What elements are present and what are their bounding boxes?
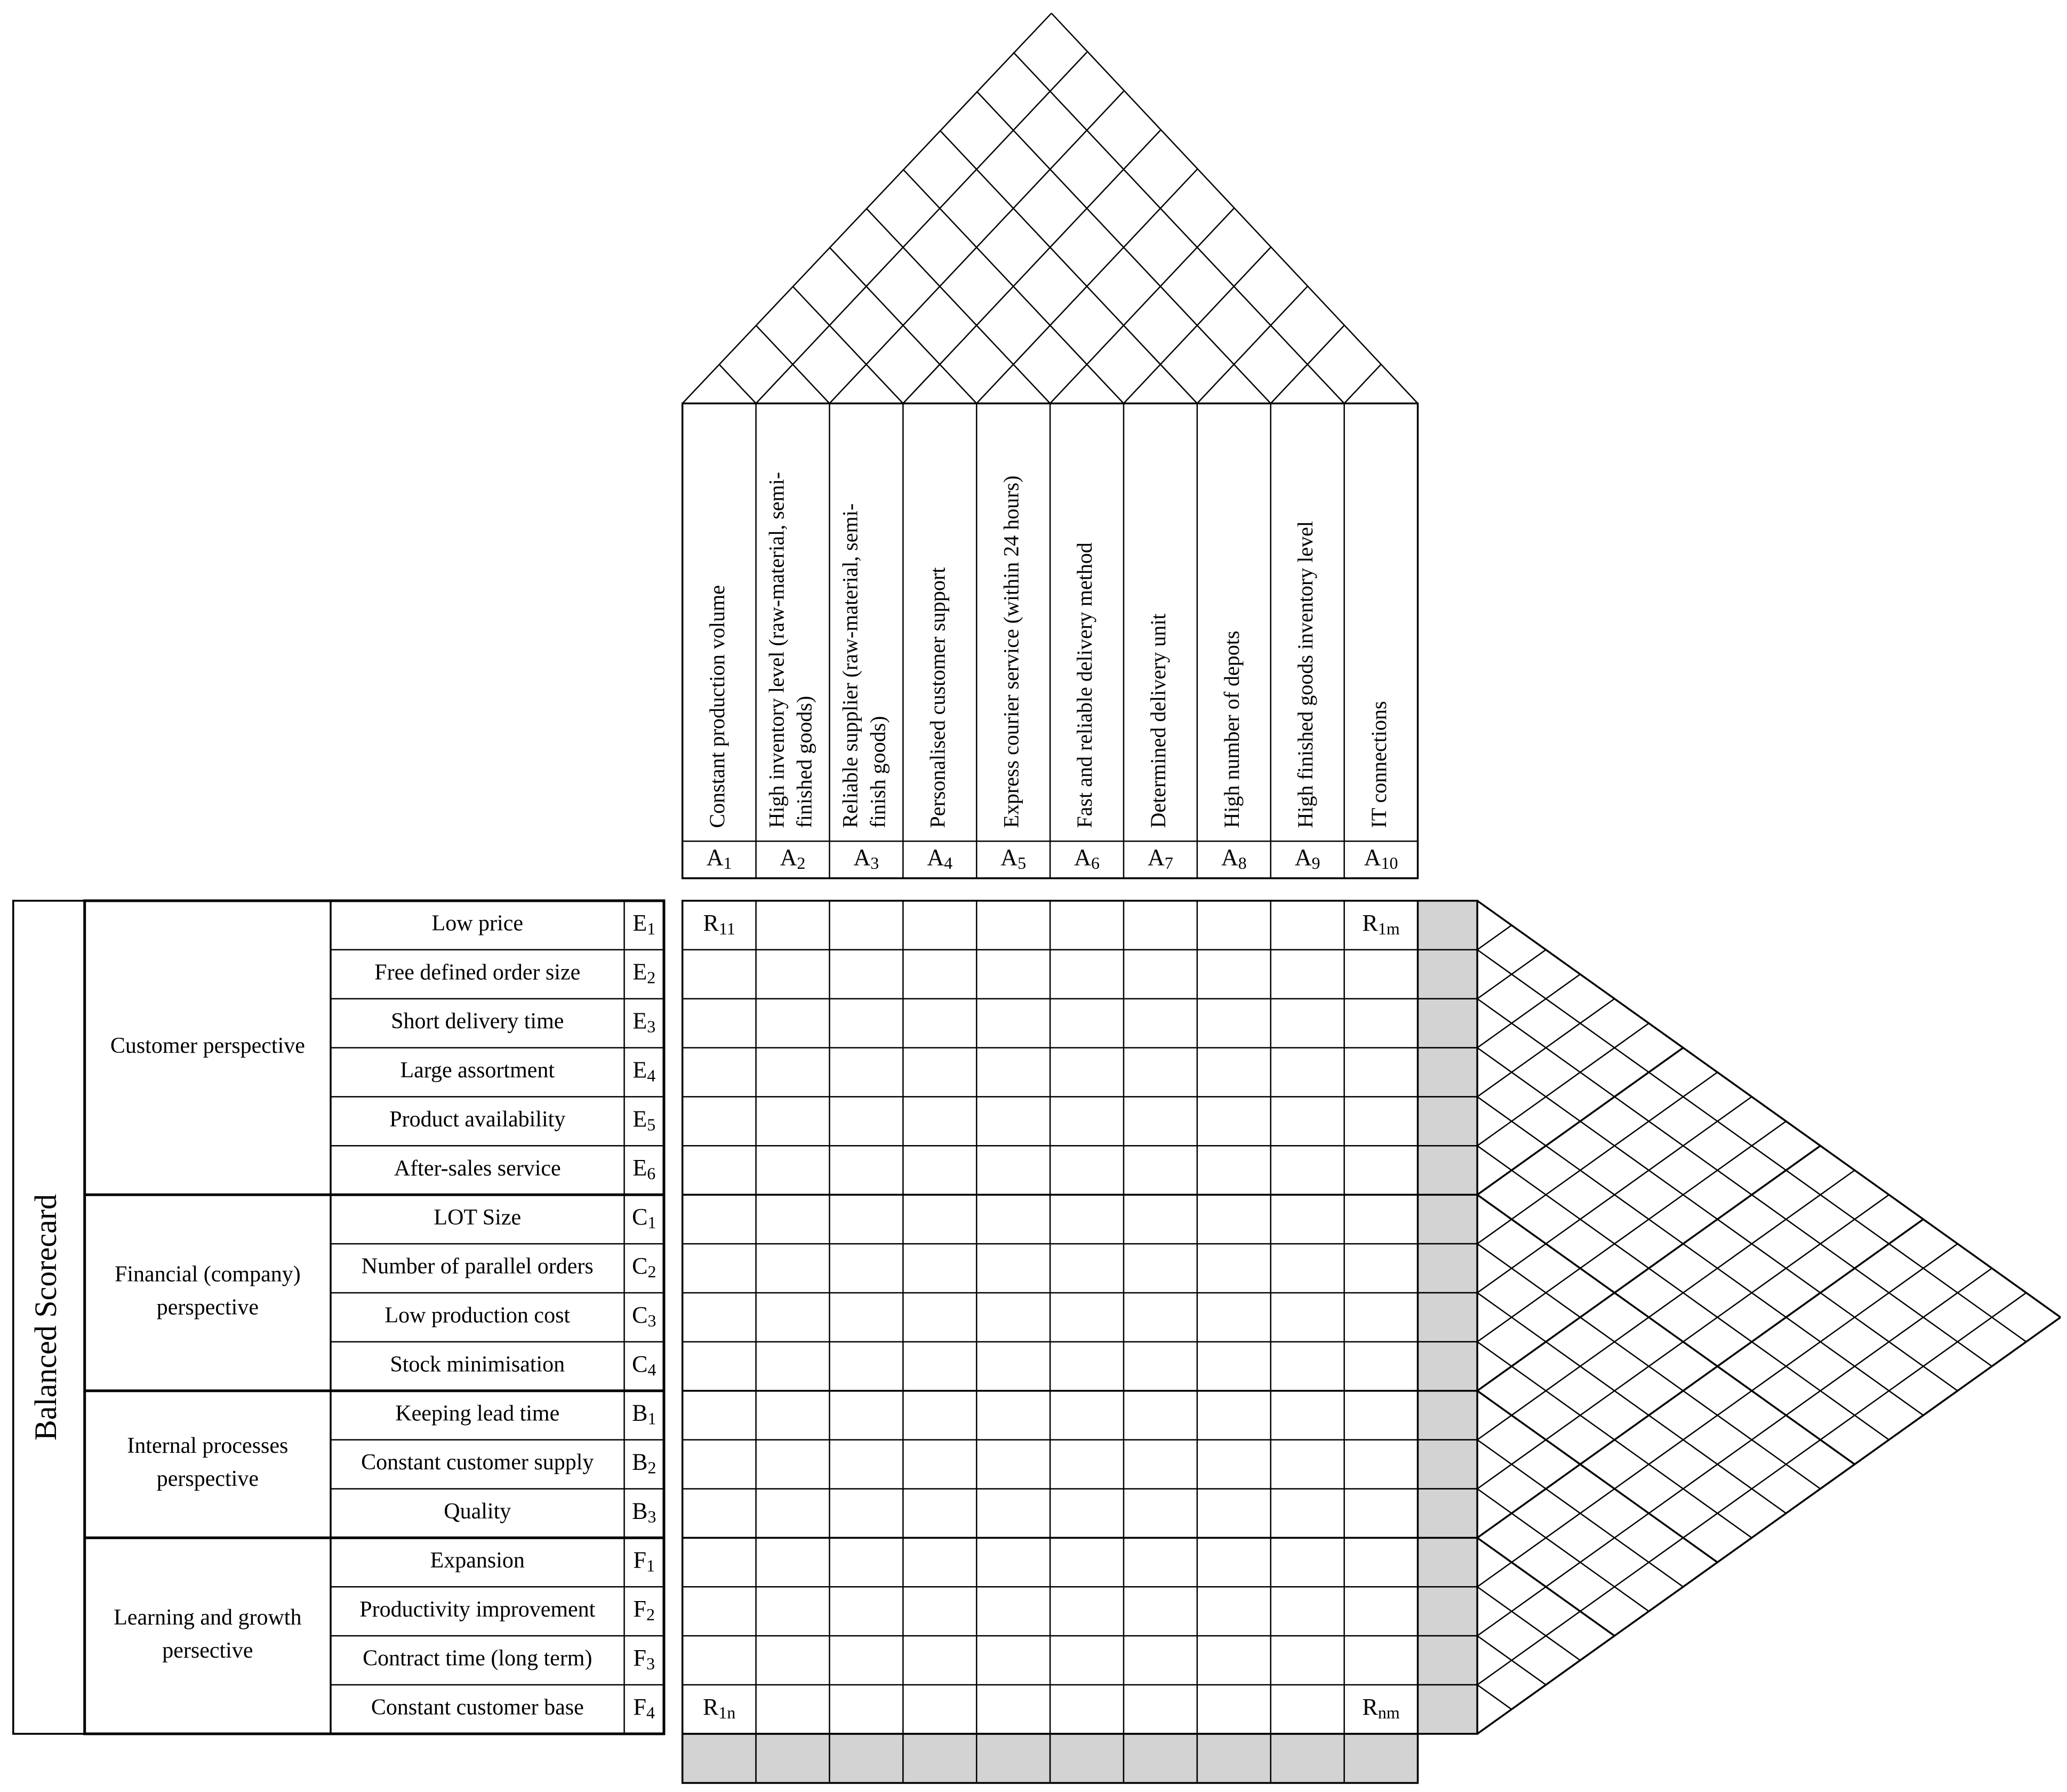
corner-label-r1n-subscript: 1n <box>718 1703 736 1723</box>
importance-cell <box>1418 1538 1478 1587</box>
requirement-code-letter: C <box>632 1204 648 1230</box>
column-code-subscript: 9 <box>1311 853 1320 873</box>
column-code-letter: A <box>1074 844 1091 871</box>
requirement-code <box>632 1008 655 1036</box>
requirement-code-subscript: 2 <box>647 1458 656 1477</box>
importance-cell <box>1418 1489 1478 1538</box>
column-code <box>1295 844 1320 873</box>
column-code <box>1221 844 1247 873</box>
requirement-code <box>632 1400 656 1428</box>
column-code <box>854 844 879 873</box>
importance-cell <box>1418 901 1478 950</box>
requirement-code-subscript: 3 <box>646 1654 655 1674</box>
perspective-label: perspective <box>156 1295 259 1320</box>
requirement-code-subscript: 3 <box>647 1017 656 1036</box>
column-code-letter: A <box>1000 844 1018 871</box>
column-label: High number of depots <box>1220 630 1244 828</box>
triangle-grid-line <box>1477 1293 1786 1513</box>
triangle-grid-line <box>1477 1023 1649 1146</box>
importance-cell <box>1418 1097 1478 1146</box>
requirement-code-subscript: 1 <box>647 1213 656 1233</box>
column-label: High finished goods inventory level <box>1293 521 1317 828</box>
importance-cell <box>1418 1293 1478 1342</box>
column-code-letter: A <box>1221 844 1238 871</box>
column-label: Determined delivery unit <box>1146 613 1171 828</box>
importance-cell <box>1418 1440 1478 1489</box>
requirement-code <box>632 1106 655 1134</box>
triangle-outline <box>1477 1317 2061 1734</box>
target-cell <box>1124 1734 1197 1783</box>
column-label: High inventory level (raw-material, semi- <box>764 471 789 828</box>
perspective-label: Customer perspective <box>110 1034 305 1059</box>
requirement-code-letter: B <box>632 1399 648 1426</box>
requirement-label: Contract time (long term) <box>363 1646 592 1671</box>
corner-label-rnm-letter: R <box>1362 1694 1378 1721</box>
requirement-code <box>632 1204 656 1232</box>
roof-grid-line <box>1050 209 1234 404</box>
requirement-code-letter: E <box>632 909 647 936</box>
requirement-code-subscript: 2 <box>647 968 656 988</box>
corner-label-rnm <box>1362 1694 1399 1722</box>
column-code-subscript: 10 <box>1381 853 1398 873</box>
requirement-code <box>634 1645 655 1673</box>
requirement-code-subscript: 3 <box>647 1507 656 1526</box>
requirement-code-letter: F <box>633 1694 647 1721</box>
requirement-code-letter: F <box>633 1645 647 1671</box>
perspective-label: Learning and growth <box>114 1605 302 1630</box>
requirement-code-letter: E <box>632 958 647 985</box>
roof-grid-line <box>940 130 1197 403</box>
requirement-label: Short delivery time <box>391 1009 564 1034</box>
roof-outline <box>683 13 1052 404</box>
requirement-code-letter: C <box>632 1301 648 1328</box>
column-code-letter: A <box>780 844 797 871</box>
triangle-grid-line <box>1477 1685 1511 1709</box>
requirement-code <box>632 910 655 938</box>
triangle-grid-line <box>1477 1219 1923 1538</box>
roof-grid-line <box>793 286 903 403</box>
importance-cell <box>1418 1146 1478 1195</box>
perspective-label: persective <box>162 1638 253 1663</box>
column-label: finish goods) <box>866 716 890 828</box>
requirement-label: Low price <box>431 911 523 936</box>
requirement-label: LOT Size <box>434 1205 522 1230</box>
column-code <box>927 844 952 873</box>
importance-cell <box>1418 999 1478 1048</box>
requirement-label: After-sales service <box>394 1156 561 1181</box>
requirement-code-subscript: 2 <box>646 1605 655 1625</box>
triangle-grid-line <box>1477 925 1511 950</box>
column-code-letter: A <box>1364 844 1381 871</box>
roof-grid-line <box>866 209 1050 404</box>
column-code-subscript: 5 <box>1018 853 1027 873</box>
column-code-letter: A <box>706 844 724 871</box>
balanced-scorecard-title: Balanced Scorecard <box>28 1194 63 1441</box>
target-cell <box>756 1734 830 1783</box>
importance-cell <box>1418 1342 1478 1391</box>
roof-grid-line <box>1344 364 1381 403</box>
requirement-code <box>634 1694 655 1722</box>
roof-outline <box>1052 13 1418 404</box>
importance-cell <box>1418 1048 1478 1097</box>
column-code <box>707 844 732 873</box>
column-label: finished goods) <box>792 695 816 828</box>
corner-label-r1m-letter: R <box>1362 909 1378 936</box>
triangle-grid-line <box>1477 1170 1855 1439</box>
triangle-grid-line <box>1477 1121 1786 1341</box>
column-label: Personalised customer support <box>925 567 950 828</box>
requirement-code-letter: B <box>632 1449 648 1475</box>
roof-grid-line <box>1197 286 1308 403</box>
importance-cell <box>1418 1244 1478 1293</box>
triangle-grid-line <box>1477 1587 1580 1660</box>
requirement-label: Constant customer supply <box>361 1450 594 1475</box>
triangle-grid-line <box>1477 1097 1923 1415</box>
requirement-code-letter: B <box>632 1498 648 1524</box>
requirement-code-subscript: 4 <box>646 1703 655 1723</box>
target-cell <box>683 1734 756 1783</box>
requirement-code-subscript: 3 <box>647 1311 656 1331</box>
roof-grid-line <box>903 130 1160 403</box>
requirement-label: Product availability <box>389 1107 566 1132</box>
column-label: Reliable supplier (raw-material, semi- <box>838 503 862 828</box>
requirement-code-subscript: 4 <box>647 1360 656 1380</box>
importance-cell <box>1418 1636 1478 1685</box>
requirement-label: Productivity improvement <box>359 1597 596 1622</box>
column-code <box>1364 844 1398 873</box>
requirement-code-subscript: 5 <box>647 1115 656 1134</box>
column-code <box>1000 844 1026 873</box>
requirement-code-subscript: 4 <box>647 1066 656 1085</box>
target-cell <box>903 1734 976 1783</box>
column-code-letter: A <box>1294 844 1312 871</box>
requirement-code-letter: C <box>632 1350 648 1377</box>
target-cell <box>976 1734 1050 1783</box>
target-cell <box>1050 1734 1124 1783</box>
importance-cell <box>1418 1685 1478 1734</box>
requirement-code <box>632 959 655 987</box>
requirement-code-letter: F <box>633 1547 647 1573</box>
requirement-label: Stock minimisation <box>390 1352 565 1377</box>
corner-label-r11-letter: R <box>703 909 719 936</box>
requirement-code <box>632 1057 655 1085</box>
requirement-label: Quality <box>444 1499 511 1524</box>
requirement-code-subscript: 1 <box>647 1409 656 1429</box>
column-code-subscript: 2 <box>797 853 806 873</box>
matrix-outline <box>683 901 1477 1734</box>
requirement-code-subscript: 1 <box>647 919 656 939</box>
corner-label-rnm-subscript: nm <box>1377 1703 1400 1723</box>
triangle-outline <box>1477 901 2061 1317</box>
column-code-subscript: 4 <box>944 853 953 873</box>
triangle-grid-line <box>1477 1072 1717 1244</box>
roof-grid-line <box>719 364 756 403</box>
requirement-code-letter: F <box>633 1596 647 1622</box>
requirement-code <box>632 1155 655 1183</box>
column-code-letter: A <box>853 844 871 871</box>
triangle-grid-line <box>1477 974 1580 1048</box>
corner-label-r1n <box>703 1694 735 1722</box>
column-label: IT connections <box>1366 701 1391 828</box>
requirement-code-subscript: 2 <box>647 1262 656 1282</box>
column-code <box>1074 844 1100 873</box>
importance-cell <box>1418 950 1478 999</box>
target-cell <box>1344 1734 1418 1783</box>
requirement-label: Constant customer base <box>371 1695 584 1720</box>
corner-label-r11-subscript: 11 <box>718 919 735 939</box>
roof-grid-line <box>756 52 1087 403</box>
requirement-label: Low production cost <box>384 1303 571 1328</box>
triangle-grid-line <box>1477 1268 1992 1636</box>
triangle-grid-line <box>1477 999 1992 1366</box>
requirement-label: Keeping lead time <box>395 1401 560 1426</box>
requirement-code-letter: E <box>632 1106 647 1132</box>
column-code <box>1148 844 1173 873</box>
column-code-letter: A <box>1148 844 1165 871</box>
corner-label-r11 <box>703 910 735 938</box>
column-label: Fast and reliable delivery method <box>1072 542 1097 828</box>
requirement-code <box>634 1547 655 1575</box>
requirement-code <box>632 1302 656 1330</box>
triangle-grid-line <box>1477 1195 1855 1464</box>
requirement-code-letter: C <box>632 1253 648 1279</box>
requirement-code-subscript: 1 <box>646 1556 655 1575</box>
requirement-code <box>632 1498 656 1526</box>
perspective-label: perspective <box>156 1467 259 1492</box>
column-code-subscript: 8 <box>1238 853 1247 873</box>
column-code <box>780 844 806 873</box>
requirement-label: Free defined order size <box>374 960 581 985</box>
requirement-code-letter: E <box>632 1155 647 1181</box>
roof-grid-line <box>1013 52 1344 403</box>
column-code-subscript: 3 <box>870 853 879 873</box>
requirement-code <box>632 1253 656 1281</box>
requirement-code-letter: E <box>632 1007 647 1034</box>
target-cell <box>1197 1734 1271 1783</box>
importance-cell <box>1418 1587 1478 1636</box>
corner-label-r1n-letter: R <box>702 1694 719 1721</box>
target-cell <box>1271 1734 1344 1783</box>
requirement-code-subscript: 6 <box>647 1164 656 1183</box>
column-code-subscript: 7 <box>1164 853 1173 873</box>
requirement-label: Expansion <box>430 1548 525 1573</box>
column-code-letter: A <box>927 844 944 871</box>
corner-label-r1m <box>1362 910 1399 938</box>
importance-cell <box>1418 1391 1478 1440</box>
corner-label-r1m-subscript: 1m <box>1377 919 1400 939</box>
column-code-subscript: 1 <box>723 853 732 873</box>
perspective-label: Financial (company) <box>115 1262 301 1287</box>
triangle-grid-line <box>1477 1391 1717 1563</box>
requirement-code <box>632 1351 656 1379</box>
column-label: Constant production volume <box>704 585 729 828</box>
triangle-grid-line <box>1477 1489 1649 1611</box>
target-cell <box>829 1734 903 1783</box>
requirement-code-letter: E <box>632 1057 647 1083</box>
requirement-label: Number of parallel orders <box>361 1254 594 1279</box>
requirement-label: Large assortment <box>400 1058 555 1083</box>
perspective-label: Internal processes <box>127 1434 289 1459</box>
column-code-subscript: 6 <box>1091 853 1100 873</box>
column-label: Express courier service (within 24 hours) <box>999 475 1023 828</box>
importance-cell <box>1418 1195 1478 1244</box>
requirement-code <box>632 1449 656 1477</box>
requirement-code <box>634 1596 655 1624</box>
